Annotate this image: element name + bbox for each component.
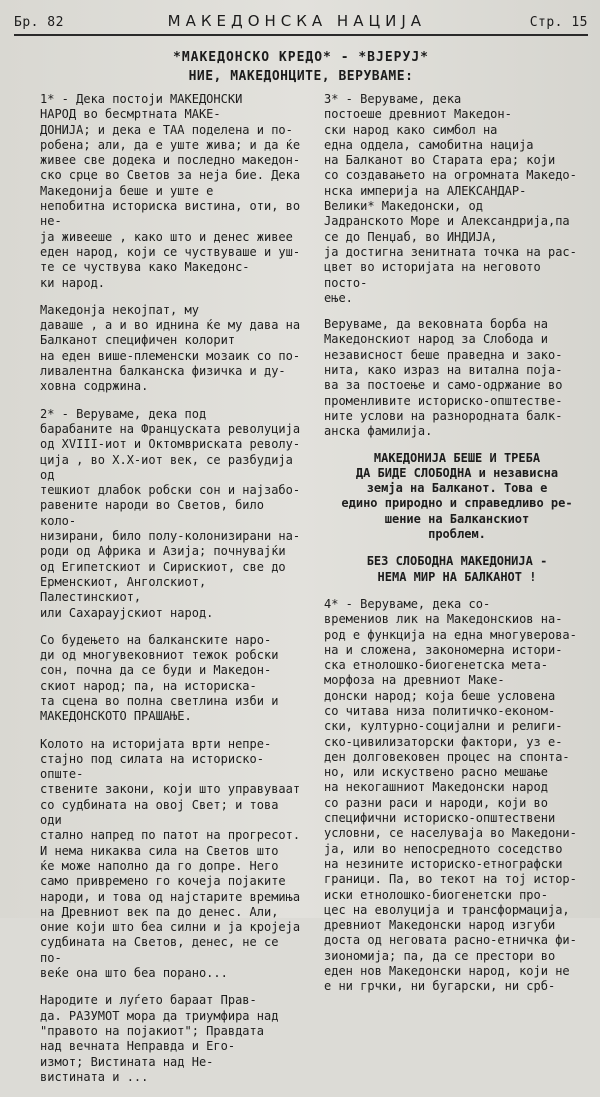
paragraph: Веруваме, да вековната борба на Македонскиот народ за Слобода и независност беше праведна и зако- нита, како израз на витална поја- ва за постоење и само-одржание во променливите историско-општестве- ните услови на разнородната балк- анска фамилија. [324,317,563,439]
emphasis-heading: БЕЗ СЛОБОДНА МАКЕДОНИЈА - НЕМА МИР НА БАЛКАНОТ ! [366,554,548,584]
paragraph: 3* - Веруваме, дека постоеше древниот Македон- ски народ како симбол на една оддела, самобитна нација на Балканот во Старата ера; који со создавањето на огромната Македо- нска империја на АЛЕКСАНДАР- Велики* Македонски, од Јадранското Море и Александрија,па се до Пенџаб, во ИНДИЈА, ја достигна зенитната точка на рас- цвет во историјата на неговото посто- ење. [324,92,577,305]
paragraph: Народите и луѓето бараат Прав- да. РАЗУМОТ мора да триумфира над "правото на појакиот"; Правдата над вечната Неправда и Его- измот; Вистината над Не- вистината и ... [40,993,279,1084]
paragraph: Колото на историјата врти непре- стајно под силата на историско-опште- ствените закони, који што управуваат со судбината на овој Свет; и това оди стално напред по патот на прогресот. И нема никаква сила на Светов што ќе може наполно да го допре. Него само привремено го кочеја појаките народи, и това од најстарите времиња на Древниот век па до денес. Али, оние који што беа силни и ја кројеја судбината на Светов, денес, не се по- веќе она што беа порано... [40,736,301,981]
paragraph: 4* - Веруваме, дека со- времениов лик на Македонскиов на- род е функција на една многуверова- на и сложена, закономерна истори- ска етнолошко-биогенетска мета- морфоза на древниот Маке- донски народ; која беше условена со читава низа политичко-економ- ски, културно-социјални и религи- ско-цивилизаторски фактори, уз е- ден долговековен процес на спонта- но, или искуствено расно мешање на некогашниот Македонски народ со разни раси и народи, који во специфични историско-општествени условни, се населуваја во Македони- ја, или во непосредното соседство на незините историско-етнографски граници. Па, во текот на тој истор- иски етнолошко-биогенетски про- цес на еволуција и трансформација, древниот Македонски народ изгуби доста од неговата расно-етничка фи- зиономија; па, да се престори во еден нов Македонски народ, који не е ни грчки, ни бугарски, ни срб- [324,596,577,994]
paragraph: Македонја некојпат, му даваше , а и во иднина ќе му дава на Балканот специфичен колорит на еден више-племенски мозаик со по- ливалентна балканска физичка и ду- ховна содржина. [40,302,301,394]
publication-title: МАКЕДОНСКА НАЦИЈА [167,12,427,30]
page-header [14,12,588,36]
paragraph: 1* - Дека постоји МАКЕДОНСКИ НАРОД во бесмртната МАКЕ- ДОНИЈА; и дека е ТАА поделена и по- робена; али, да е уште жива; и да ќе живее све додека и последно македон- ско срце во Светов за неја бие. Дека Македонија беше и уште е непобитна историска вистина, оти, во не- ја живееше , како што и денес живее еден народ, који се чуствуваше и уш- те се чуствува како Македонс- ки народ. [40,92,301,290]
paragraph: Со будењето на балканските наро- ди од многувековниот тежок робски сон, почна да се буди и Македон- скиот народ; па, на историска- та сцена во полна светлина изби и МАКЕДОНСКОТО ПРАШАЊЕ. [40,632,279,724]
article-title: *МАКЕДОНСКО КРЕДО* - *ВЈЕРУЈ* [173,50,429,65]
right-column [318,92,590,1097]
emphasis-heading: МАКЕДОНИЈА БЕШЕ И ТРЕБА ДА БИДЕ СЛОБОДНА и независна земја на Балканот. Това е едино природно и справедливо ре- шение на Балканскиот проблем. [341,450,573,542]
left-column [12,92,306,1097]
page-number: Стр. 15 [529,15,588,30]
issue-number: Бр. 82 [14,15,64,30]
paragraph: 2* - Веруваме, дека под барабаните на Француската револуција од XVIII-иот и Октомвриската револу- ција , во X.X-иот век, се разбудија од тешкиот длабок робски сон и најзабо- равените народи во Светов, било коло- низирани, било полу-колонизирани на- роди од Африка и Азија; почнувајќи од Египетскиот и Сирискиот, све до Ерменскиот, Анголскиот, Палестинскиот, или Сахараујскиот народ. [40,406,301,620]
text-columns [12,92,590,1097]
article-subtitle: НИЕ, МАКЕДОНЦИТЕ, ВЕРУВАМЕ: [188,69,414,84]
